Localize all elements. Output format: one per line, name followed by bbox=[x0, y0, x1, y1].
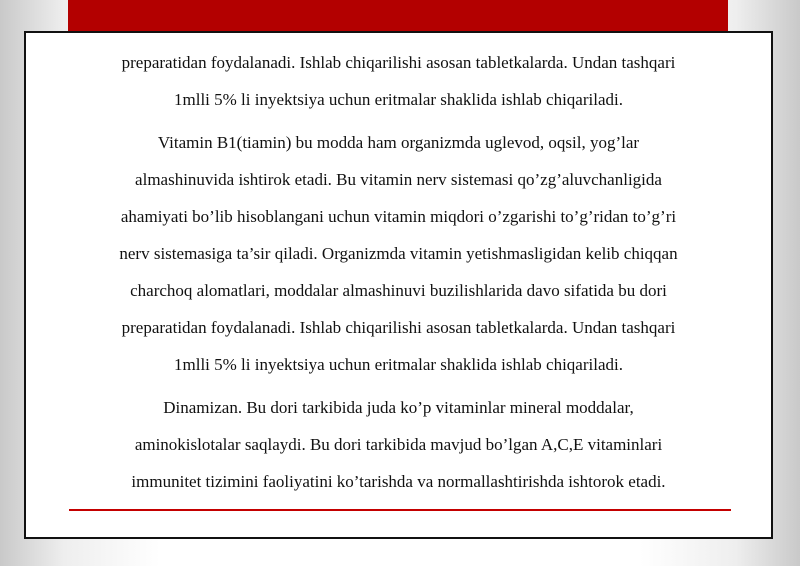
slide-frame bbox=[24, 31, 773, 539]
text-line: preparatidan foydalanadi. Ishlab chiqarilishi asosan tabletkalarda. Undan tashqari bbox=[121, 318, 676, 337]
text-line: almashinuvida ishtirok etadi. Bu vitamin nerv sistemasi qo’zg’aluvchanligida bbox=[135, 170, 662, 189]
text-line: charchoq alomatlari, moddalar almashinuvi buzilishlarida davo sifatida bu dori bbox=[130, 281, 667, 300]
text-line: ahamiyati bo’lib hisoblangani uchun vitamin miqdori o’zgarishi to’g’ridan to’g’ri bbox=[120, 207, 677, 226]
text-line: Dinamizan. Bu dori tarkibida juda ko’p vitaminlar mineral moddalar, bbox=[163, 398, 634, 417]
slide-text-body bbox=[56, 44, 741, 506]
text-line: 1mlli 5% li inyektsiya uchun eritmalar shaklida ishlab chiqariladi. bbox=[174, 90, 623, 109]
paragraph-continuation bbox=[56, 44, 741, 118]
paragraph-dinamizan bbox=[56, 389, 741, 500]
paragraph-vitamin-b1 bbox=[56, 124, 741, 383]
text-line: 1mlli 5% li inyektsiya uchun eritmalar shaklida ishlab chiqariladi. bbox=[174, 355, 623, 374]
text-line: nerv sistemasiga ta’sir qiladi. Organizmda vitamin yetishmasligidan kelib chiqqan bbox=[119, 244, 678, 263]
bottom-divider bbox=[69, 509, 731, 511]
text-line: preparatidan foydalanadi. Ishlab chiqarilishi asosan tabletkalarda. Undan tashqari bbox=[121, 53, 676, 72]
text-line: Vitamin B1(tiamin) bu modda ham organizmda uglevod, oqsil, yog’lar bbox=[157, 133, 640, 152]
header-accent-bar bbox=[68, 0, 728, 31]
text-line: aminokislotalar saqlaydi. Bu dori tarkibida mavjud bo’lgan A,C,E vitaminlari bbox=[134, 435, 663, 454]
text-line: immunitet tizimini faoliyatini ko’tarishda va normallashtirishda ishtorok etadi. bbox=[131, 472, 666, 491]
